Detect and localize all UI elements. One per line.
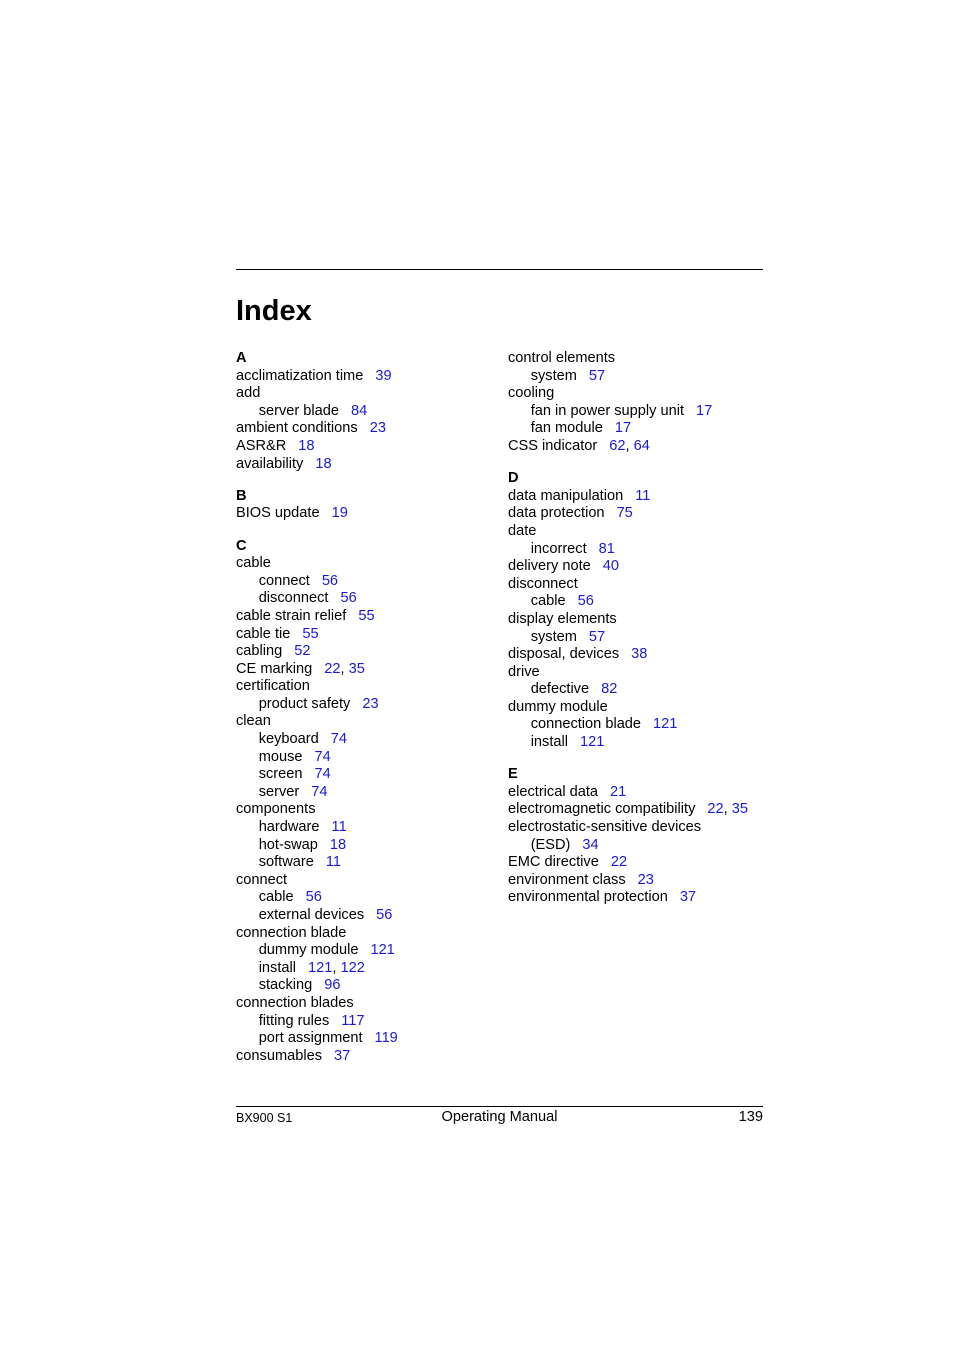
index-entry: [236, 626, 486, 644]
index-subentry: [236, 907, 486, 925]
page-references: [589, 368, 605, 384]
index-subentry: [508, 837, 768, 855]
index-entry: [508, 699, 768, 717]
index-term: keyboard: [258, 731, 319, 748]
index-term: connection blades: [236, 994, 354, 1011]
index-entry: [508, 872, 768, 890]
page-link[interactable]: 121: [653, 716, 678, 733]
index-term: environmental protection: [508, 889, 668, 906]
index-subentry: [508, 716, 768, 734]
page-link[interactable]: 119: [374, 1030, 398, 1047]
page-link[interactable]: 23: [369, 420, 386, 437]
index-term: disposal, devices: [508, 646, 620, 663]
index-term: disconnect: [258, 590, 329, 607]
page-references: [315, 749, 331, 765]
index-term: hardware: [258, 819, 320, 836]
page-references: [332, 505, 348, 521]
page-link[interactable]: 38: [631, 646, 648, 663]
page-references: [341, 1013, 364, 1029]
index-term: ambient conditions: [236, 420, 358, 437]
page-link[interactable]: 117: [341, 1012, 365, 1029]
page-references: [358, 608, 374, 624]
page-references: [315, 766, 331, 782]
page-link[interactable]: 84: [351, 402, 368, 419]
page-link[interactable]: 17: [614, 420, 632, 437]
index-term: cable: [530, 593, 566, 610]
index-entry: [236, 995, 486, 1013]
index-entry: [508, 438, 768, 456]
page-link[interactable]: 40: [602, 558, 619, 575]
page-references: [638, 872, 654, 888]
page-link[interactable]: 62: [609, 437, 626, 454]
page-link[interactable]: 122: [340, 959, 365, 976]
top-rule: [236, 269, 763, 270]
page-references: [308, 960, 365, 976]
page-references: [707, 801, 748, 817]
page-references: [375, 368, 391, 384]
index-entry: [508, 819, 768, 837]
index-subentry: [508, 629, 768, 647]
index-subentry: [508, 403, 768, 421]
index-column-right: [508, 350, 768, 907]
page-references: [375, 1030, 398, 1046]
index-section-letter: E: [508, 766, 518, 783]
page-references: [294, 643, 310, 659]
page-references: [315, 456, 331, 472]
page-link[interactable]: 18: [298, 437, 315, 454]
index-term: install: [258, 959, 296, 976]
index-term: cabling: [236, 643, 283, 660]
index-section-letter: B: [236, 487, 247, 504]
page-references: [599, 541, 615, 557]
page-references: [326, 854, 341, 870]
index-term: defective: [530, 681, 590, 698]
index-entry: [236, 678, 486, 696]
index-subentry: [236, 837, 486, 855]
page-link[interactable]: 39: [375, 367, 392, 384]
page-link[interactable]: 57: [588, 628, 606, 645]
index-entry: [236, 661, 486, 679]
page-link[interactable]: 18: [329, 836, 347, 853]
page-link[interactable]: 35: [731, 801, 748, 818]
index-term: software: [258, 854, 314, 871]
index-term: dummy module: [508, 698, 608, 715]
page-references: [582, 837, 598, 853]
page-references: [340, 590, 356, 606]
page-link[interactable]: 52: [294, 643, 311, 660]
index-term: fan in power supply unit: [530, 402, 685, 419]
index-entry: [508, 350, 768, 368]
page-separator: ,: [340, 660, 349, 677]
index-entry: [236, 643, 486, 661]
index-term: system: [530, 367, 577, 384]
index-entry: [508, 646, 768, 664]
index-entry: [508, 611, 768, 629]
index-term: system: [530, 628, 577, 645]
index-term: electrical data: [508, 783, 599, 800]
index-subentry: [508, 681, 768, 699]
page-separator: ,: [332, 959, 341, 976]
page-references: [351, 403, 367, 419]
index-subentry: [508, 420, 768, 438]
page-references: [696, 403, 712, 419]
page-references: [580, 734, 604, 750]
index-term: cable: [258, 889, 294, 906]
index-term: mouse: [258, 748, 303, 765]
page-link[interactable]: 19: [331, 505, 348, 522]
page-link[interactable]: 18: [315, 455, 332, 472]
page-references: [330, 837, 346, 853]
index-term: electromagnetic compatibility: [508, 801, 696, 818]
index-entry: [508, 784, 768, 802]
index-entry: [508, 854, 768, 872]
index-term: install: [530, 734, 568, 751]
page-references: [324, 661, 365, 677]
page-link[interactable]: 37: [334, 1047, 351, 1064]
page-link[interactable]: 75: [616, 505, 633, 522]
page-number: 139: [738, 1109, 763, 1125]
index-subentry: [236, 696, 486, 714]
index-term: screen: [258, 766, 303, 783]
index-subentry: [236, 749, 486, 767]
index-term: product safety: [258, 695, 351, 712]
page-link[interactable]: 74: [314, 766, 331, 783]
index-entry: [236, 456, 486, 474]
index-entry: [236, 420, 486, 438]
index-subentry: [236, 942, 486, 960]
index-entry: [508, 505, 768, 523]
page-link[interactable]: 56: [305, 889, 322, 906]
page-references: [331, 731, 347, 747]
page-references: [362, 696, 378, 712]
index-entry: [236, 925, 486, 943]
page-references: [653, 716, 677, 732]
page-references: [370, 420, 386, 436]
page-references: [324, 977, 340, 993]
page-references: [322, 573, 338, 589]
index-subentry: [508, 734, 768, 752]
page-link[interactable]: 121: [370, 942, 395, 959]
index-entry: [508, 576, 768, 594]
page-link[interactable]: 55: [302, 625, 319, 642]
index-entry: [236, 385, 486, 403]
page-link[interactable]: 56: [376, 907, 393, 923]
index-term: connect: [236, 871, 288, 888]
index-entry: [236, 713, 486, 731]
index-entry: [236, 555, 486, 573]
index-term: connection blade: [530, 716, 642, 733]
index-term: data manipulation: [508, 487, 624, 504]
index-term: dummy module: [258, 942, 359, 959]
index-term: add: [236, 385, 261, 402]
index-term: consumables: [236, 1047, 322, 1064]
page-link[interactable]: 23: [637, 871, 654, 888]
page-references: [615, 420, 631, 436]
page-link[interactable]: 23: [362, 695, 379, 712]
index-subentry: [236, 731, 486, 749]
index-term: hot-swap: [258, 836, 318, 853]
index-subentry: [508, 368, 768, 386]
page-link[interactable]: 56: [577, 593, 594, 610]
page-separator: ,: [625, 437, 634, 454]
footer-product-name: BX900 S1: [236, 1111, 293, 1125]
page-link[interactable]: 82: [601, 681, 618, 698]
index-term: availability: [236, 455, 304, 472]
page-references: [370, 942, 394, 958]
index-term: CSS indicator: [508, 437, 598, 454]
page-references: [617, 505, 633, 521]
index-subentry: [236, 854, 486, 872]
index-column-left: [236, 350, 486, 1065]
index-entry: [236, 872, 486, 890]
page-title: Index: [236, 295, 312, 327]
index-term: cable strain relief: [236, 607, 347, 624]
index-subentry: [236, 977, 486, 995]
index-term: clean: [236, 713, 271, 730]
page-references: [334, 1048, 350, 1064]
index-entry: [508, 558, 768, 576]
page-references: [680, 889, 696, 905]
index-term: incorrect: [530, 540, 587, 557]
index-subentry: [236, 766, 486, 784]
page-references: [603, 558, 619, 574]
index-entry: [236, 1048, 486, 1066]
page-references: [601, 681, 617, 697]
page-references: [589, 629, 605, 645]
page-link[interactable]: 37: [679, 889, 697, 906]
page-link[interactable]: 11: [331, 819, 347, 836]
page-references: [635, 488, 650, 504]
index-entry: [236, 505, 486, 523]
index-subentry: [236, 960, 486, 978]
page-references: [298, 438, 314, 454]
index-term: CE marking: [236, 660, 313, 677]
page-link[interactable]: 56: [340, 590, 357, 607]
index-term: server: [258, 783, 300, 800]
page-link[interactable]: 22: [324, 660, 341, 677]
page-link[interactable]: 56: [321, 572, 339, 589]
index-term: display elements: [508, 610, 617, 627]
index-term: delivery note: [508, 558, 591, 575]
index-term: drive: [508, 663, 540, 680]
index-entry: [508, 889, 768, 907]
index-term: ASR&R: [236, 437, 287, 454]
index-term: server blade: [258, 402, 339, 419]
index-section-letter: A: [236, 350, 247, 366]
index-term: BIOS update: [236, 505, 320, 522]
index-term: environment class: [508, 871, 626, 888]
index-term: acclimatization time: [236, 367, 364, 384]
index-term: control elements: [508, 350, 616, 366]
footer-document-title: Operating Manual: [441, 1109, 558, 1125]
footer-rule: [236, 1106, 763, 1107]
page-references: [332, 819, 347, 835]
page-link[interactable]: 22: [707, 801, 724, 818]
index-term: (ESD): [530, 836, 571, 853]
page-link[interactable]: 22: [610, 854, 628, 871]
index-term: data protection: [508, 505, 605, 522]
index-term: cooling: [508, 385, 555, 402]
index-term: stacking: [258, 977, 313, 994]
index-term: external devices: [258, 907, 365, 923]
page-link[interactable]: 17: [696, 402, 713, 419]
page-references: [631, 646, 647, 662]
index-term: cable tie: [236, 625, 291, 642]
index-term: connection blade: [236, 924, 347, 941]
index-subentry: [236, 1030, 486, 1048]
index-subentry: [236, 889, 486, 907]
page-link[interactable]: 96: [324, 977, 341, 994]
page-link[interactable]: 11: [635, 487, 651, 504]
page-references: [311, 784, 327, 800]
page-separator: ,: [723, 801, 732, 818]
index-subentry: [508, 593, 768, 611]
index-term: certification: [236, 678, 310, 695]
index-subentry: [236, 590, 486, 608]
index-section-letter: D: [508, 470, 519, 487]
index-entry: [236, 608, 486, 626]
page-link[interactable]: 34: [582, 836, 599, 853]
index-term: connect: [258, 572, 310, 589]
index-subentry: [236, 1013, 486, 1031]
page-link[interactable]: 121: [580, 734, 605, 751]
index-subentry: [236, 573, 486, 591]
index-subentry: [508, 541, 768, 559]
page-references: [306, 889, 322, 905]
index-term: EMC directive: [508, 854, 599, 871]
index-entry: [508, 488, 768, 506]
index-subentry: [236, 819, 486, 837]
page-link[interactable]: 55: [358, 607, 375, 624]
page-link[interactable]: 74: [330, 731, 347, 748]
index-entry: [508, 664, 768, 682]
page-link[interactable]: 81: [598, 540, 615, 557]
page-references: [302, 626, 318, 642]
page-references: [609, 438, 650, 454]
index-term: disconnect: [508, 575, 578, 592]
page-link[interactable]: 74: [314, 748, 331, 765]
index-entry: [236, 438, 486, 456]
page-link[interactable]: 11: [325, 854, 341, 871]
page-references: [578, 593, 594, 609]
page-link[interactable]: 21: [610, 783, 627, 800]
index-term: date: [508, 522, 537, 539]
index-term: components: [236, 801, 316, 818]
page-references: [611, 854, 627, 870]
page-link[interactable]: 121: [308, 959, 333, 976]
index-term: electrostatic-sensitive devices: [508, 819, 702, 836]
index-term: fitting rules: [258, 1012, 330, 1029]
index-section-letter: C: [236, 537, 247, 554]
index-term: fan module: [530, 420, 603, 437]
index-entry: [508, 385, 768, 403]
page-references: [610, 784, 626, 800]
index-entry: [236, 368, 486, 386]
index-term: cable: [236, 555, 271, 572]
page-link[interactable]: 35: [348, 660, 365, 677]
page-link[interactable]: 74: [311, 783, 328, 800]
page-link[interactable]: 57: [588, 367, 606, 384]
index-entry: [236, 801, 486, 819]
page-references: [376, 907, 392, 923]
index-term: port assignment: [258, 1030, 363, 1047]
index-entry: [508, 523, 768, 541]
index-entry: [508, 801, 768, 819]
page-link[interactable]: 64: [633, 437, 650, 454]
index-subentry: [236, 784, 486, 802]
index-subentry: [236, 403, 486, 421]
